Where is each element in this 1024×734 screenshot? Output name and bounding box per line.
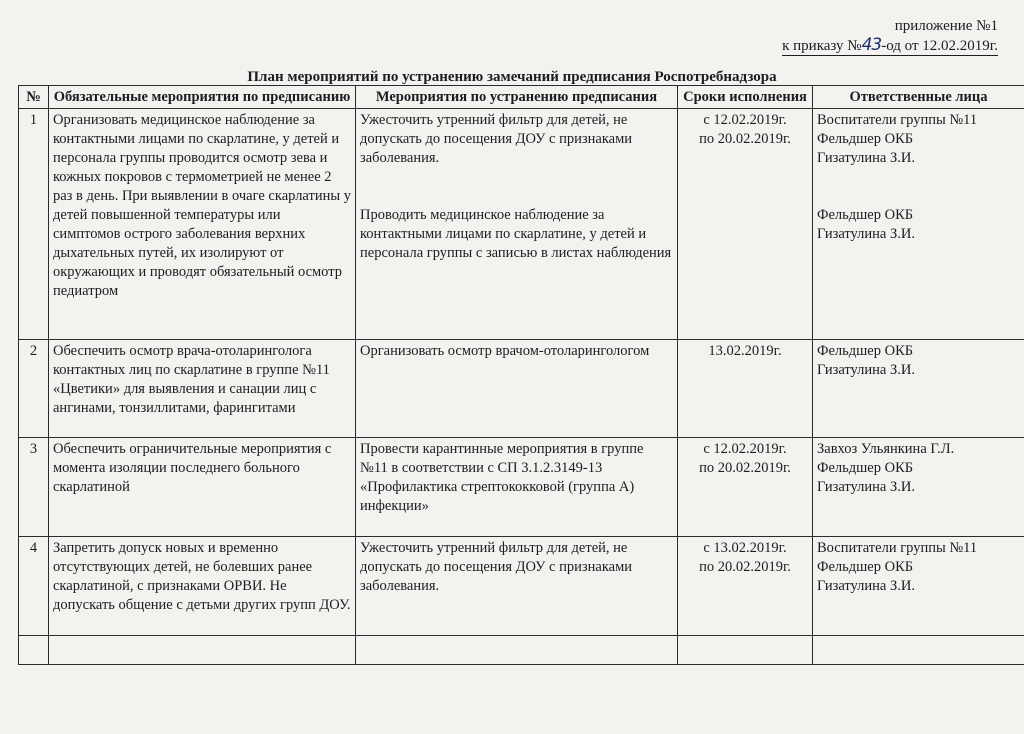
deadline (678, 109, 813, 340)
order-number-handwritten: 43 (861, 35, 882, 55)
responsible-persons (813, 537, 1024, 636)
column-header-number: № (19, 86, 49, 109)
table-row (19, 438, 1024, 537)
measure-item: Ужесточить утренний фильтр для детей, не допускать до посещения ДОУ с признаками заболевания. (360, 540, 633, 594)
table-row (19, 109, 1024, 340)
deadline-from: с 12.02.2019г. (703, 441, 787, 457)
corrective-measures (356, 109, 678, 340)
table-row (19, 340, 1024, 438)
row-number: 4 (19, 537, 49, 636)
column-header-required: Обязательные мероприятия по предписанию (49, 86, 356, 109)
required-measure: Обеспечить осмотр врача-отоларинголога контактных лиц по скарлатине в группе №11 «Цветики» для выявления и санации лиц с ангинами, тонзиллитами, фарингитами (49, 340, 356, 438)
responsible-line: Фельдшер ОКБ (817, 207, 914, 223)
measures-table (18, 85, 1024, 665)
responsible-line: Гизатулина З.И. (817, 150, 915, 166)
table-row-empty (19, 636, 1024, 665)
required-measure: Организовать медицинское наблюдение за контактными лицами по скарлатине, у детей и персонала группы проводится осмотр зева и кожных покровов с термометрией не менее 2 раз в день. При выявлении в очаге скарлатины у детей повышенной температуры или симптомов острого заболевания верхних дыхательных путей, их изолируют от окружающих и проводят обязательный осмотр педиатром (49, 109, 356, 340)
deadline-to: по 20.02.2019г. (699, 131, 791, 147)
responsible-line: Воспитатели группы №11 (817, 540, 978, 556)
deadline-from: с 13.02.2019г. (703, 540, 787, 556)
row-number: 1 (19, 109, 49, 340)
responsible-line: Гизатулина З.И. (817, 578, 915, 594)
column-header-measures: Мероприятия по устранению предписания (356, 86, 678, 109)
responsible-line: Фельдшер ОКБ (817, 559, 914, 575)
empty-cell (356, 636, 678, 665)
column-header-deadline: Сроки исполнения (678, 86, 813, 109)
required-measure: Запретить допуск новых и временно отсутствующих детей, не болевших ранее скарлатиной, с признаками ОРВИ. Не допускать общение с детьми других групп ДОУ. (49, 537, 356, 636)
deadline (678, 340, 813, 438)
responsible-line: Фельдшер ОКБ (817, 460, 914, 476)
deadline-to: по 20.02.2019г. (699, 559, 791, 575)
appendix-label: приложение №1 (894, 18, 998, 34)
responsible-line: Гизатулина З.И. (817, 226, 915, 242)
deadline-date: 13.02.2019г. (708, 343, 782, 359)
responsible-line: Воспитатели группы №11 (817, 112, 978, 128)
responsible-line: Гизатулина З.И. (817, 479, 915, 495)
document-title: План мероприятий по устранению замечаний предписания Роспотребнадзора (247, 69, 777, 85)
empty-cell (19, 636, 49, 665)
deadline-from: с 12.02.2019г. (703, 112, 787, 128)
required-measure: Обеспечить ограничительные мероприятия с момента изоляции последнего больного скарлатиной (49, 438, 356, 537)
responsible-persons (813, 438, 1024, 537)
measure-item: Организовать осмотр врачом-отоларингологом (360, 343, 650, 359)
spacer (817, 168, 1020, 206)
order-reference (782, 36, 998, 56)
responsible-persons (813, 340, 1024, 438)
corrective-measures (356, 438, 678, 537)
table-row (19, 537, 1024, 636)
empty-cell (49, 636, 356, 665)
measure-item: Провести карантинные мероприятия в группе №11 в соответствии с СП 3.1.2.3149-13 «Профилактика стрептококковой (группа А) инфекции» (360, 441, 644, 514)
corrective-measures (356, 537, 678, 636)
responsible-line: Завхоз Ульянкина Г.Л. (817, 441, 955, 457)
deadline (678, 438, 813, 537)
column-header-responsible: Ответственные лица (813, 86, 1024, 109)
spacer (360, 168, 673, 206)
order-suffix: -од от 12.02.2019г. (881, 38, 998, 54)
measure-item: Проводить медицинское наблюдение за контактными лицами по скарлатине, у детей и персонала группы с записью в листах наблюдения (360, 207, 672, 261)
deadline-to: по 20.02.2019г. (699, 460, 791, 476)
empty-cell (678, 636, 813, 665)
responsible-line: Фельдшер ОКБ (817, 343, 914, 359)
corrective-measures (356, 340, 678, 438)
responsible-persons (813, 109, 1024, 340)
table-header-row (19, 86, 1024, 109)
document-header (782, 16, 998, 56)
deadline (678, 537, 813, 636)
responsible-line: Фельдшер ОКБ (817, 131, 914, 147)
measure-item: Ужесточить утренний фильтр для детей, не допускать до посещения ДОУ с признаками заболевания. (360, 112, 633, 166)
row-number: 3 (19, 438, 49, 537)
order-prefix: к приказу № (782, 38, 862, 54)
row-number: 2 (19, 340, 49, 438)
responsible-line: Гизатулина З.И. (817, 362, 915, 378)
empty-cell (813, 636, 1024, 665)
